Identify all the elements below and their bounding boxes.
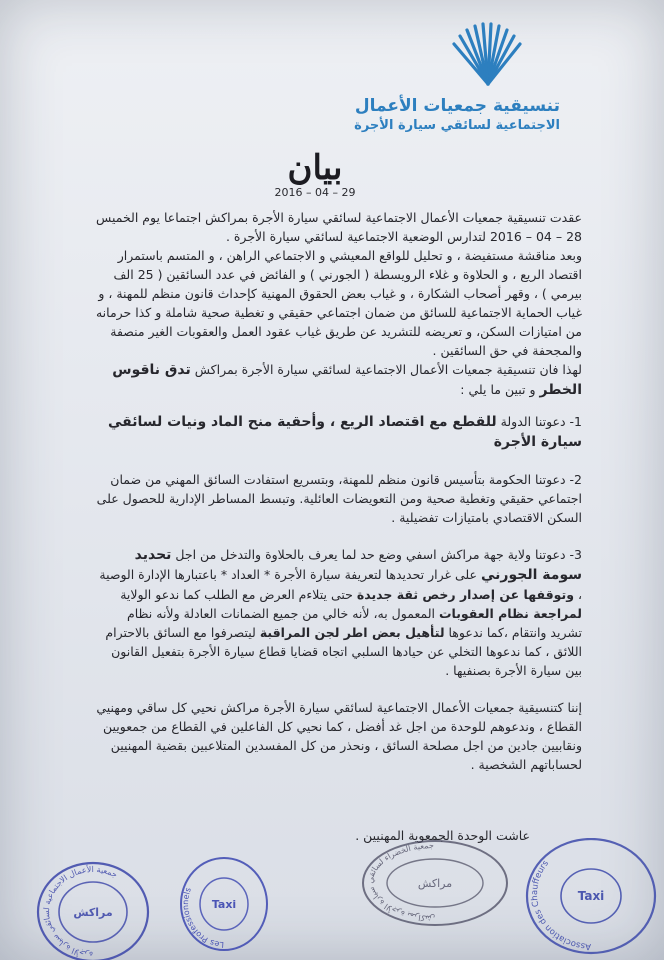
point-3-emphasis-f: لمراجعة نظام العقوبات bbox=[438, 606, 582, 621]
stamp-association-1 bbox=[34, 860, 152, 960]
fan-rays-logo-icon bbox=[448, 22, 528, 92]
point-3-emphasis-b: تحديد سومة الجورني bbox=[134, 547, 582, 583]
signoff-line: عاشت الوحدة الجمعوية المهنيين . bbox=[355, 828, 530, 843]
lead-suffix: و تبين ما يلي : bbox=[460, 382, 536, 397]
point-1-emphasis: للقطع مع اقتصاد الريع ، وأحقية منح الماد ونيات لسائقي سيارة الأجرة bbox=[108, 414, 582, 450]
org-name: تنسيقية جمعيات الأعمال bbox=[354, 96, 560, 116]
svg-text:Les Professionnels bbox=[181, 886, 224, 949]
stamp-3-center-text: مراكش bbox=[417, 877, 453, 890]
point-3-text-c: على غرار تحديدها لتعريفة سيارة الأجرة * العداد * باعتبارها الإدارة الوصية ، bbox=[99, 567, 582, 602]
point-1-prefix: 1- دعوتنا الدولة bbox=[500, 414, 582, 429]
point-3-text-a: 3- دعوتنا ولاية جهة مراكش اسفي وضع حد لما يعرف بالحلاوة والتدخل من اجل bbox=[175, 547, 582, 562]
org-subtitle: الاجتماعية لسائقي سيارة الأجرة bbox=[354, 118, 560, 133]
stamp-1-center-text: مراكش bbox=[73, 906, 113, 919]
stamp-professionnels bbox=[178, 854, 270, 954]
paragraph-closing: إننا كتنسيقية جمعيات الأعمال الاجتماعية لسائقي سيارة الأجرة مراكش نحيي كل ساقي ومهنيي القطاع ، وندعوهم للوحدة من اجل غد أفضل ، كما نحيي كل الفاعلين في القطاع من جمعويين ونقابيين جادين من اجل مصلحة السائق ، ونحذر من كل المفسدين المتلاعبين بقضية المهنيين لحساباتهم الشخصية . bbox=[96, 700, 582, 772]
point-1 bbox=[92, 412, 582, 452]
stamp-chauffeurs bbox=[524, 838, 658, 956]
stamp-association-2 bbox=[360, 838, 510, 928]
lead-prefix: لهذا فان تنسيقية جمعيات الأعمال الاجتماعية لسائقي سيارة الأجرة بمراكش bbox=[194, 362, 582, 377]
document-title: بيان bbox=[287, 148, 343, 188]
stamps-row bbox=[0, 820, 664, 960]
paragraph-meeting: عقدت تنسيقية جمعيات الأعمال الاجتماعية لسائقي سيارة الأجرة بمراكش اجتماعا يوم الخميس 28 – 04 – 2016 لتدارس الوضعية الاجتماعية لسائقي سيارة الأجرة . bbox=[96, 210, 582, 244]
lead-emphasis: تدق ناقوس الخطر bbox=[112, 362, 582, 398]
point-3-text-e: حتى يتلاءم العرض مع الطلب كما ندعو الولاية bbox=[120, 587, 353, 602]
stamp-2-ring-text: Les Professionnels bbox=[180, 886, 225, 950]
stamp-3-ring-text: جمعية الخضراء لسائقي سيارة الأجرة بمراكش bbox=[365, 840, 436, 924]
point-3-emphasis-h: لتأهيل بعض اطر لجن المراقبة bbox=[259, 625, 445, 640]
point-3-text-g: المعمول به، لأنه خالي من جميع الضمانات العادلة ولأنه نظام تشريد وانتقام ،كما ندعوها bbox=[127, 606, 582, 640]
paragraph-lead bbox=[92, 360, 582, 400]
svg-text:Association des Chauffeurs bbox=[530, 858, 591, 951]
document-body bbox=[92, 208, 582, 784]
stamp-2-center-text: Taxi bbox=[211, 898, 237, 911]
point-3 bbox=[92, 545, 582, 680]
paragraph-analysis: وبعد مناقشة مستفيضة ، و تحليل للواقع المعيشي و الاجتماعي الراهن ، و المتسم باستمرار اقتصاد الريع ، و الحلاوة و غلاء الرويسطة ( الجورني ) و الفائض في عدد السائقين ( 25 الف بيرمي ) ، وقهر أصحاب الشكارة ، و غياب بعض الحقوق المهنية كإحداث قانون منظم للمهنة ، و غياب الحماية الاجتماعية للسائق من ضمان اجتماعي حقيقي و تغطية صحية شاملة و كذا حرمانه من امتيازات السكن، و تعريضه للتشريد عن طريق غياب عقود العمل والعقوبات الغير منصفة والمجحفة في حق السائقين . bbox=[95, 248, 582, 358]
point-2: 2- دعوتنا الحكومة بتأسيس قانون منظم للمهنة، وبتسريع استفادت السائق المهني من ضمان اجتماعي حقيقي وتغطية صحية ومن التعويضات العائلية. وتبسط المساطر الإدارية للحصول على السكن الاقتصادي بامتيازات تفضيلية . bbox=[96, 472, 582, 525]
document-date: 2016 – 04 – 29 bbox=[274, 186, 356, 199]
point-3-emphasis-d: وتوقفها عن إصدار رخص ثقة جديدة bbox=[356, 587, 574, 602]
stamp-1-ring-text: جمعية الأعمال الاجتماعية لسائقي سيارة الأجرة bbox=[41, 864, 119, 960]
point-3-text-i: ليتصرفوا مع السائق بالاحترام اللائق ، كما ندعوها التخلي عن حيادها السلبي اتجاه قضايا قطاع سيارة الأجرة بتفعيل القانون بين سيارة الأجرة بصنفيها . bbox=[105, 625, 582, 678]
stamp-4-center-text: Taxi bbox=[577, 889, 605, 903]
stamp-4-ring-text: Association des Chauffeurs bbox=[529, 858, 592, 952]
